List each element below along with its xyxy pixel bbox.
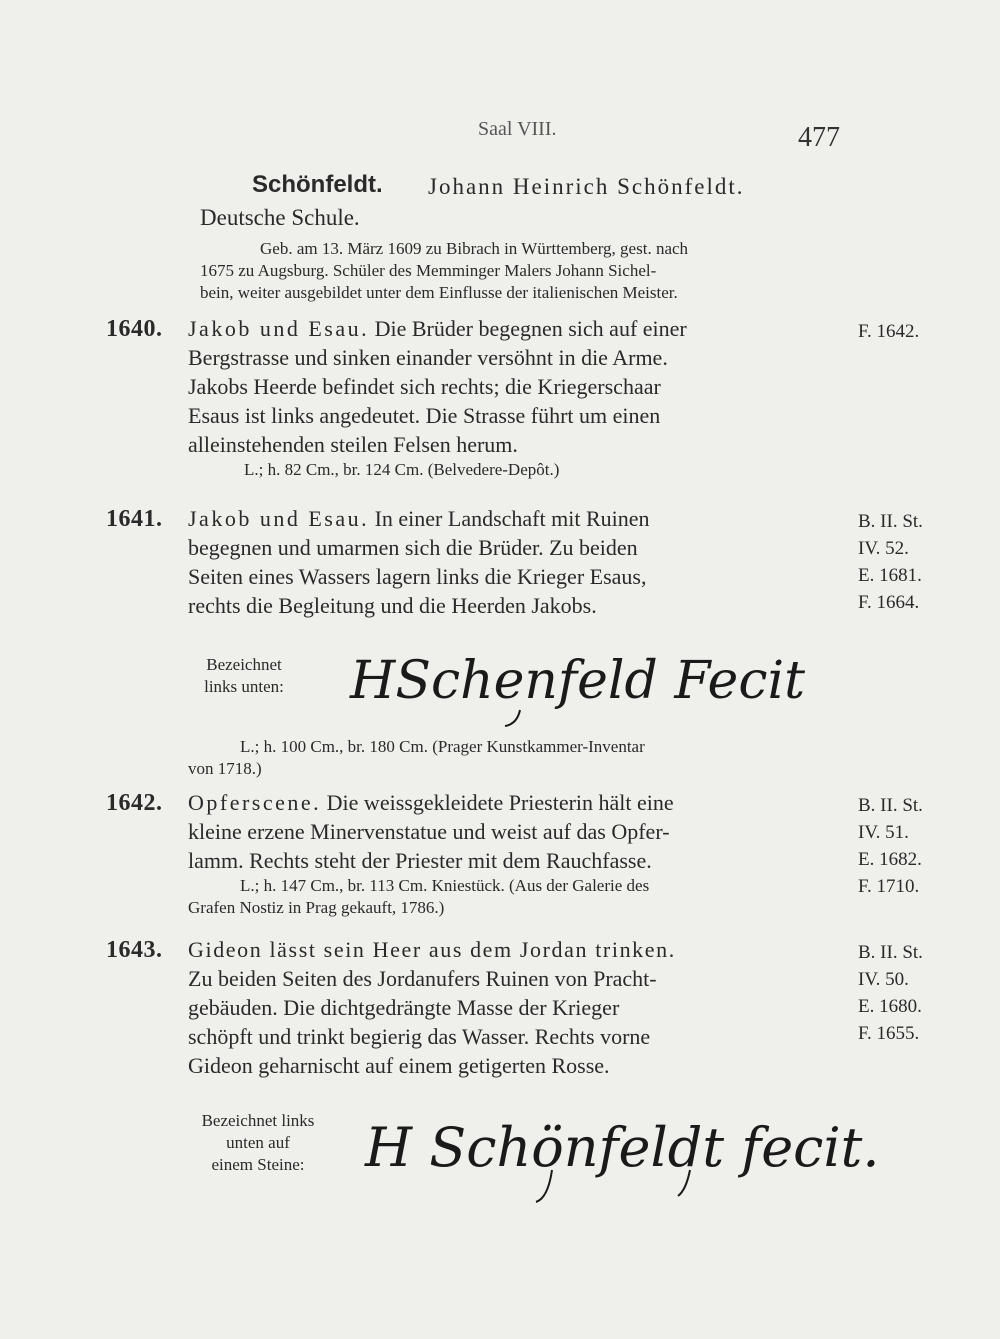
entry-text — [188, 788, 848, 919]
artist-school: Deutsche Schule. — [200, 205, 360, 230]
entry-text — [188, 504, 848, 620]
reference: B. II. St. — [858, 942, 923, 963]
signature-label-line: einem Steine: — [211, 1155, 305, 1174]
artist-short-name: Schönfeldt. — [252, 171, 383, 198]
entry-line: rechts die Begleitung und die Heerden Jakobs. — [188, 593, 597, 618]
reference: IV. 51. — [858, 822, 909, 843]
entry-title: Gideon lässt sein Heer aus dem Jordan trinken. — [188, 937, 676, 962]
signature-label-line: links unten: — [204, 677, 284, 696]
entry-title: Opferscene. — [188, 790, 322, 815]
entry-details-line: L.; h. 100 Cm., br. 180 Cm. (Prager Kunstkammer-Inventar — [240, 737, 645, 756]
entry-line: Seiten eines Wassers lagern links die Krieger Esaus, — [188, 564, 647, 589]
entry-number: 1640. — [106, 316, 163, 342]
reference: E. 1681. — [858, 565, 922, 586]
signature-label — [178, 1110, 338, 1176]
signature-label — [188, 654, 300, 698]
entry-title: Jakob und Esau. — [188, 506, 370, 531]
reference: F. 1710. — [858, 876, 920, 897]
entry-details-line: L.; h. 147 Cm., br. 113 Cm. Kniestück. (Aus der Galerie des — [240, 876, 650, 895]
reference: E. 1680. — [858, 996, 922, 1017]
entry-details: L.; h. 82 Cm., br. 124 Cm. (Belvedere-Depôt.) — [244, 460, 560, 479]
reference: B. II. St. — [858, 511, 923, 532]
entry-line: alleinstehenden steilen Felsen herum. — [188, 432, 518, 457]
entry-line: begegnen und umarmen sich die Brüder. Zu beiden — [188, 535, 638, 560]
reference: F. 1642. — [858, 321, 920, 342]
entry-details-line: Grafen Nostiz in Prag gekauft, 1786.) — [188, 898, 445, 917]
entry-line: In einer Landschaft mit Ruinen — [374, 506, 650, 531]
reference: F. 1664. — [858, 592, 920, 613]
reference: IV. 50. — [858, 969, 909, 990]
entry-text — [188, 314, 848, 481]
entry-references — [858, 318, 919, 345]
biography-line: bein, weiter ausgebildet unter dem Einflusse der italienischen Meister. — [200, 283, 678, 302]
signature-image — [345, 640, 805, 730]
entry-line: lamm. Rechts steht der Priester mit dem Rauchfasse. — [188, 848, 652, 873]
entry-line: schöpft und trinkt begierig das Wasser. Rechts vorne — [188, 1024, 651, 1049]
signature-label-line: Bezeichnet — [206, 655, 282, 674]
entry-line: Die Brüder begegnen sich auf einer — [374, 316, 687, 341]
entry-line: Esaus ist links angedeutet. Die Strasse führt um einen — [188, 403, 661, 428]
signature-text: HSchenfeld Fecit — [350, 651, 805, 711]
page-number: 477 — [798, 122, 840, 153]
biography-line: 1675 zu Augsburg. Schüler des Memminger Malers Johann Sichel- — [200, 261, 657, 280]
signature-text: H Schönfeldt fecit. — [365, 1116, 880, 1179]
running-head: Saal VIII. — [478, 118, 557, 140]
entry-references — [858, 939, 923, 1047]
signature-label-line: unten auf — [226, 1133, 290, 1152]
entry-text — [188, 935, 848, 1080]
biography-line: Geb. am 13. März 1609 zu Bibrach in Württemberg, gest. nach — [260, 239, 689, 258]
artist-full-name: Johann Heinrich Schönfeldt. — [428, 174, 745, 199]
entry-line: Die weissgekleidete Priesterin hält eine — [326, 790, 674, 815]
reference: IV. 52. — [858, 538, 909, 559]
entry-line: Jakobs Heerde befindet sich rechts; die Kriegerschaar — [188, 374, 661, 399]
reference: F. 1655. — [858, 1023, 920, 1044]
entry-references — [858, 792, 923, 900]
entry-references — [858, 508, 923, 616]
signature-image — [360, 1098, 880, 1208]
entry-line: Bergstrasse und sinken einander versöhnt in die Arme. — [188, 345, 668, 370]
signature-label-line: Bezeichnet links — [201, 1111, 315, 1130]
entry-line: Gideon geharnischt auf einem getigerten Rosse. — [188, 1053, 610, 1078]
entry-line: Zu beiden Seiten des Jordanufers Ruinen von Pracht- — [188, 966, 657, 991]
reference: B. II. St. — [858, 795, 923, 816]
entry-number: 1642. — [106, 790, 163, 816]
entry-details — [188, 736, 848, 780]
entry-number: 1643. — [106, 937, 163, 963]
entry-line: gebäuden. Die dichtgedrängte Masse der Krieger — [188, 995, 620, 1020]
entry-number: 1641. — [106, 506, 163, 532]
reference: E. 1682. — [858, 849, 922, 870]
entry-details-line: von 1718.) — [188, 759, 262, 778]
entry-line: kleine erzene Minervenstatue und weist auf das Opfer- — [188, 819, 670, 844]
entry-title: Jakob und Esau. — [188, 316, 370, 341]
artist-biography — [200, 238, 840, 304]
